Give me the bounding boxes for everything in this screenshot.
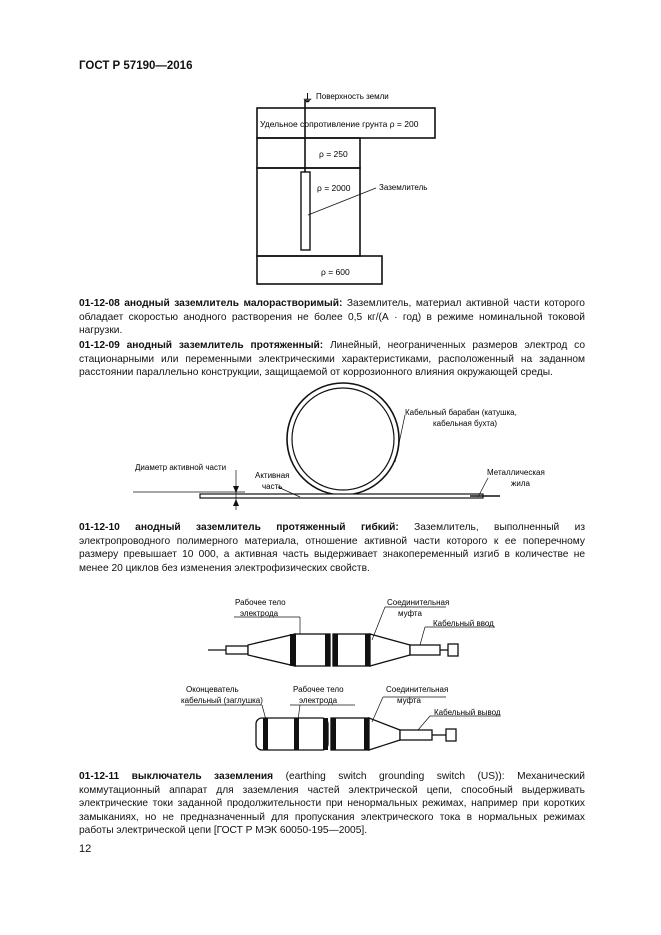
term-01-12-11: 01-12-11 выключатель заземления <box>79 771 274 782</box>
cable-input-label: Кабельный ввод <box>433 619 494 628</box>
coupling-label-2: муфта <box>398 609 422 618</box>
page-number: 12 <box>79 843 92 855</box>
coupling2-label-2: муфта <box>397 696 421 705</box>
ground-symbol-icon: ⏚ <box>302 93 313 105</box>
electrode-label: Заземлитель <box>379 183 428 192</box>
metal-core-label-1: Металлическая <box>487 468 545 477</box>
layer-600-label: ρ = 600 <box>321 267 350 277</box>
body2-label-1: Рабочее тело <box>293 685 344 694</box>
document-header: ГОСТ Р 57190—2016 <box>79 60 193 72</box>
end-cap-label-1: Оконцеватель <box>186 685 239 694</box>
entry-01-12-11 <box>79 770 585 838</box>
drum-label-1: Кабельный барабан (катушка, <box>405 408 517 417</box>
layer-200-label: Удельное сопротивление грунта ρ = 200 <box>260 119 419 129</box>
body2-label-2: электрода <box>299 696 338 705</box>
definition-01-12-10: Заземлитель, выполненный из электропроводного полимерного материала, отношение активной части которого к ее поперечному размеру превышает 10 000, а активная часть выдерживает знакопеременный изгиб в количестве не менее 20 циклов без изменения электрофизических свойств. <box>79 522 585 574</box>
cable-output-label: Кабельный вывод <box>434 708 501 717</box>
diameter-label: Диаметр активной части <box>135 463 227 472</box>
term-01-12-10: 01-12-10 анодный заземлитель протяженный гибкий: <box>79 522 399 533</box>
end-cap-label-2: кабельный (заглушка) <box>181 696 263 705</box>
surface-label: Поверхность земли <box>316 92 389 101</box>
active-part-label-2: часть <box>262 482 283 491</box>
active-part-label-1: Активная <box>255 471 290 480</box>
body-label-2: электрода <box>240 609 279 618</box>
coupling-label-1: Соединительная <box>387 598 450 607</box>
layer-2000-label: ρ = 2000 <box>317 183 351 193</box>
definition-01-12-11: (earthing switch grounding switch (US)): Механический коммутационный аппарат для заземления частей электрической цепи, способный выдерживать электрические токи заданной продолжительности при ненормальных режимах, например при коротких замыканиях, но не предназначенный для пропускания электрического тока в нормальных режимах работы электрической цепи [ГОСТ Р МЭК 60050-195—2005]. <box>79 771 585 837</box>
coupling2-label-1: Соединительная <box>386 685 449 694</box>
body-label-1: Рабочее тело <box>235 598 286 607</box>
definition-01-12-09: Линейный, неограниченных размеров электрод со стационарными или переменными электрическими характеристиками, расположенный на заданном расстоянии параллельно конструкции, защищаемой от коррозионного влияния окружающей среды. <box>79 340 585 379</box>
definition-01-12-08: Заземлитель, материал активной части которого обладает скоростью анодного растворения не более 0,5 кг/(А · год) в режиме номинальной токовой нагрузки. <box>79 298 585 337</box>
drum-label-2: кабельная бухта) <box>433 419 498 428</box>
metal-core-label-2: жила <box>511 479 530 488</box>
term-01-12-09: 01-12-09 анодный заземлитель протяженный: <box>79 340 324 351</box>
layer-250-label: ρ = 250 <box>319 149 348 159</box>
term-01-12-08: 01-12-08 анодный заземлитель малорастворимый: <box>79 298 343 309</box>
